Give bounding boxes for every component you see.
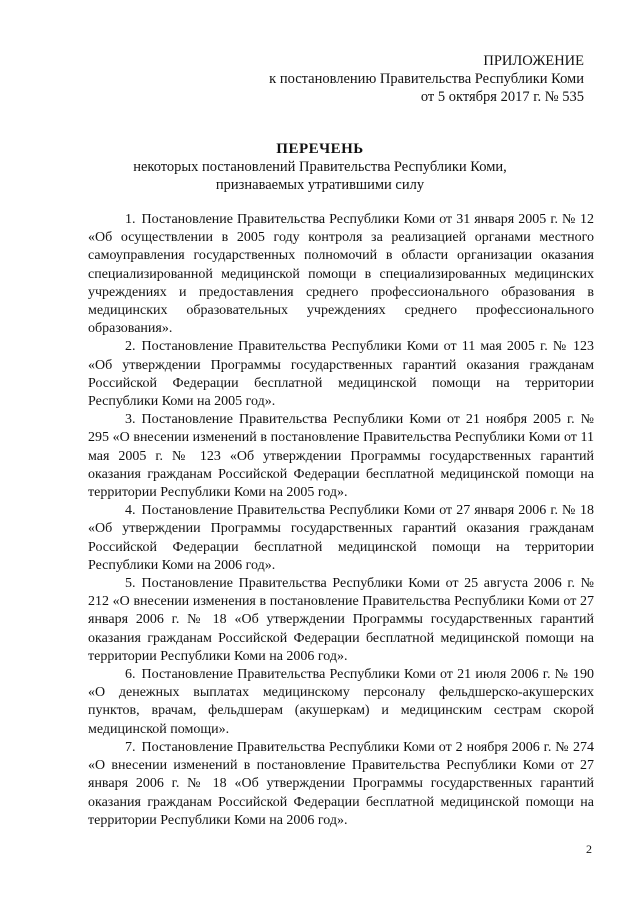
resolutions-list (88, 211, 594, 830)
list-item (88, 211, 594, 338)
list-item (88, 502, 594, 575)
list-item-number: 6. (125, 667, 136, 683)
document-subtitle-line-1: некоторых постановлений Правительства Республики Коми, (133, 159, 507, 175)
list-item-text: Постановление Правительства Республики Коми от 2 ноября 2006 г. № 274 «О внесении изменений в постановление Правительства Республики Коми от 27 января 2006 г. № 18 «Об утверждении Программы государственных гарантий оказания гражданам Российской Федерации бесплатной медицинской помощи на территории Республики Коми на 2006 год». (88, 739, 594, 828)
document-subtitle-line-2: признаваемых утратившими силу (215, 177, 425, 193)
list-item (88, 666, 594, 739)
list-item (88, 411, 594, 502)
document-heading (0, 140, 640, 194)
list-item-text: Постановление Правительства Республики Коми от 31 января 2005 г. № 12 «Об осуществлении в 2005 году контроля за реализацией органами местного самоуправления государственных полномочий в области организации оказания специализированной медицинской помощи в специализированных медицинских учреждениях и предоставления среднего профессионального образования в медицинских образовательных учреждениях среднего профессионального образования». (88, 212, 594, 337)
list-item-number: 1. (125, 212, 136, 227)
list-item-number: 2. (125, 339, 136, 355)
appendix-resolution-ref: к постановлению Правительства Республики Коми (269, 71, 584, 87)
appendix-resolution-date: от 5 октября 2017 г. № 535 (420, 89, 584, 105)
list-item-number: 4. (125, 503, 136, 519)
page-number: 2 (586, 842, 592, 856)
list-item-number: 5. (125, 576, 136, 592)
list-item (88, 739, 594, 830)
list-item-text: Постановление Правительства Республики Коми от 21 июля 2006 г. № 190 «О денежных выплатах медицинскому персоналу фельдшерско-акушерских пунктов, врачам, фельдшерам (акушеркам) и медицинским сестрам скорой медицинской помощи». (88, 667, 594, 737)
document-title: ПЕРЕЧЕНЬ (276, 141, 364, 157)
appendix-header (269, 52, 584, 106)
list-item-text: Постановление Правительства Республики Коми от 25 августа 2006 г. № 212 «О внесении изменения в постановление Правительства Республики Коми от 27 января 2006 г. № 18 «Об утверждении Программы государственных гарантий оказания гражданам Российской Федерации бесплатной медицинской помощи на территории Республики Коми на 2006 год». (88, 576, 594, 664)
list-item-number: 3. (125, 412, 136, 428)
list-item (88, 575, 594, 666)
appendix-label: ПРИЛОЖЕНИЕ (483, 53, 584, 69)
list-item (88, 338, 594, 411)
list-item-text: Постановление Правительства Республики Коми от 27 января 2006 г. № 18 «Об утверждении Программы государственных гарантий оказания гражданам Российской Федерации бесплатной медицинской помощи на территории Республики Коми на 2006 год». (88, 503, 594, 573)
list-item-text: Постановление Правительства Республики Коми от 11 мая 2005 г. № 123 «Об утверждении Программы государственных гарантий оказания гражданам Российской Федерации бесплатной медицинской помощи на территории Республики Коми на 2005 год». (88, 339, 594, 410)
list-item-text: Постановление Правительства Республики Коми от 21 ноября 2005 г. № 295 «О внесении изменений в постановление Правительства Республики Коми от 11 мая 2005 г. № 123 «Об утверждении Программы государственных гарантий оказания гражданам Российской Федерации бесплатной медицинской помощи на территории Республики Коми на 2005 год». (88, 412, 594, 501)
list-item-number: 7. (125, 739, 136, 755)
